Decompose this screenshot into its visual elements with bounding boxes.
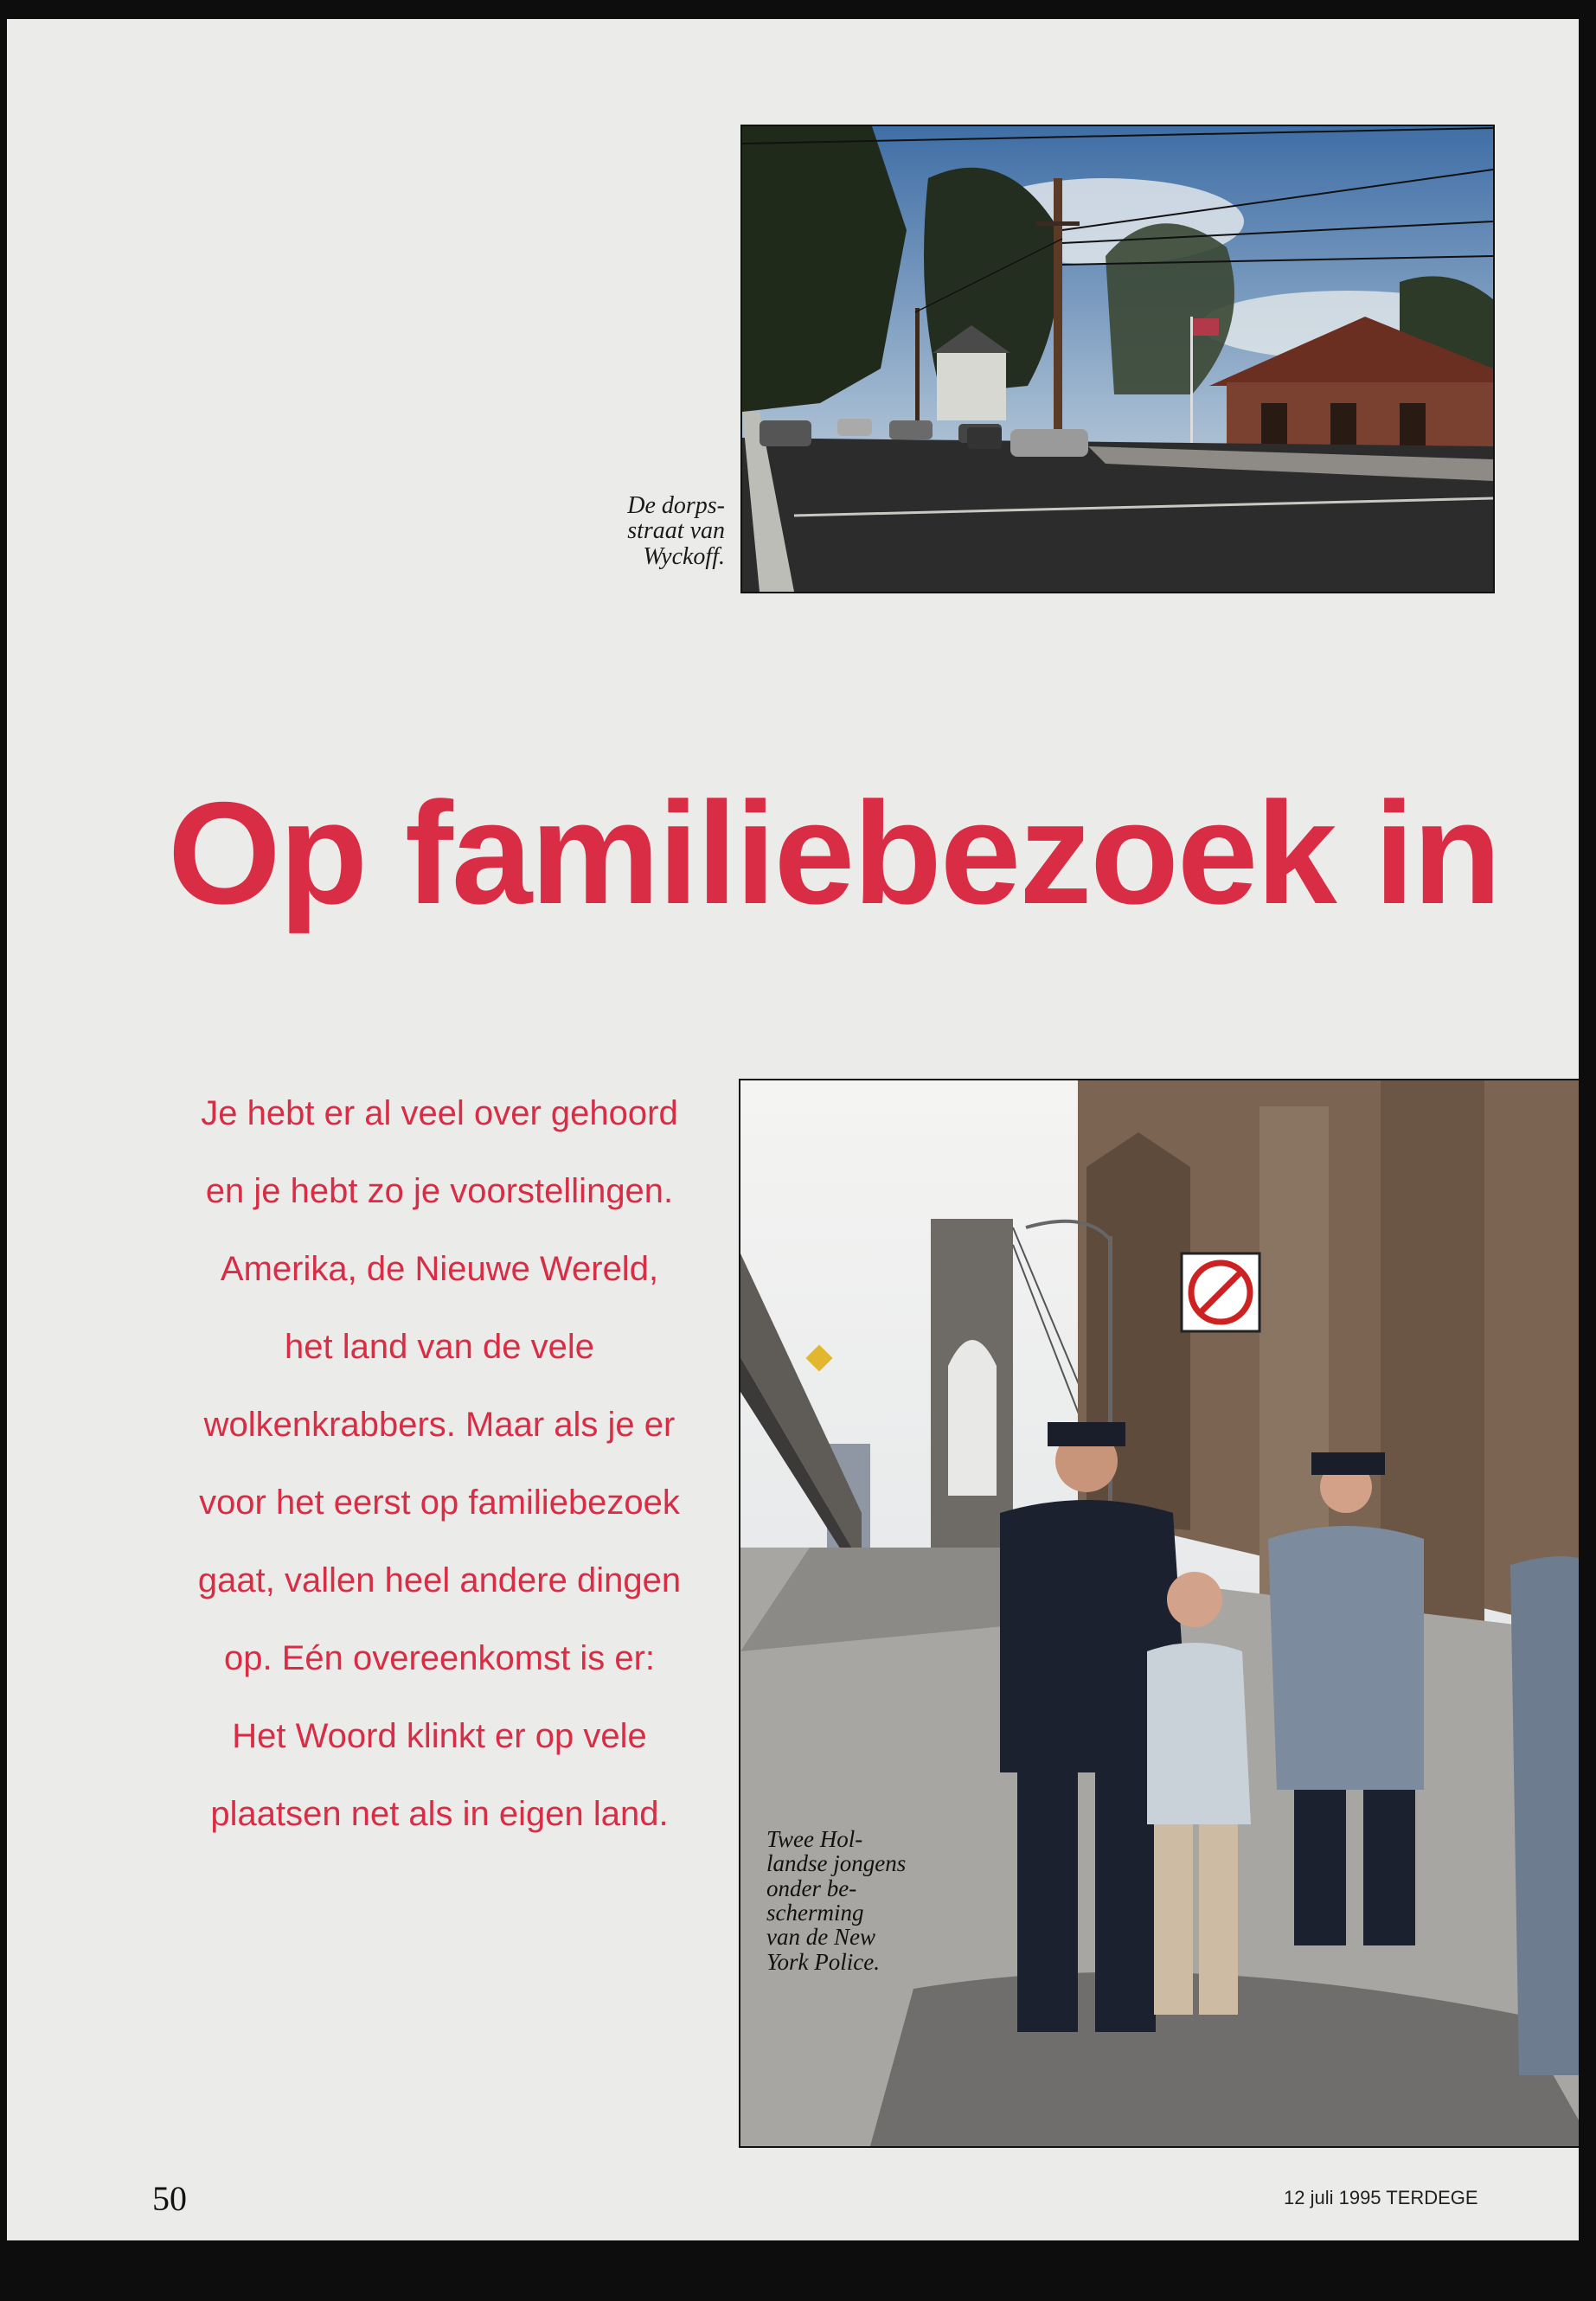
caption-line: landse jongens [766, 1850, 907, 1877]
village-street-photo [740, 125, 1495, 593]
scan-border [1579, 19, 1596, 2240]
intro-line: voor het eerst op familiebezoek [199, 1484, 680, 1522]
page-number: 50 [152, 2179, 187, 2218]
intro-line: het land van de vele [284, 1328, 595, 1366]
caption-line: Wyckoff. [643, 542, 725, 570]
intro-line: en je hebt zo je voorstellingen. [205, 1172, 674, 1210]
magazine-page [7, 19, 1581, 2240]
caption-line: Twee Hol- [766, 1826, 863, 1852]
caption-line: De dorps- [627, 492, 725, 519]
intro-line: Je hebt er al veel over gehoord [201, 1094, 678, 1132]
intro-line: Amerika, de Nieuwe Wereld, [220, 1250, 659, 1288]
caption-line: onder be- [766, 1875, 857, 1901]
intro-line: gaat, vallen heel andere dingen [197, 1561, 682, 1599]
caption-line: scherming [766, 1900, 864, 1926]
intro-line: plaatsen net als in eigen land. [210, 1795, 669, 1833]
intro-line: op. Eén overeenkomst is er: [223, 1639, 656, 1677]
article-headline: Op familiebezoek in [168, 772, 1500, 934]
issue-date-footer: 12 juli 1995 TERDEGE [1284, 2187, 1478, 2208]
police-bridge-photo [739, 1079, 1581, 2148]
caption-line: straat van [627, 517, 725, 545]
intro-line: wolkenkrabbers. Maar als je er [203, 1406, 676, 1444]
village-street-caption [526, 493, 725, 569]
intro-line: Het Woord klinkt er op vele [232, 1717, 647, 1755]
caption-line: York Police. [766, 1948, 880, 1975]
caption-line: van de New [766, 1924, 875, 1951]
intro-paragraph [171, 1074, 708, 1853]
police-photo-caption [766, 1827, 939, 1974]
